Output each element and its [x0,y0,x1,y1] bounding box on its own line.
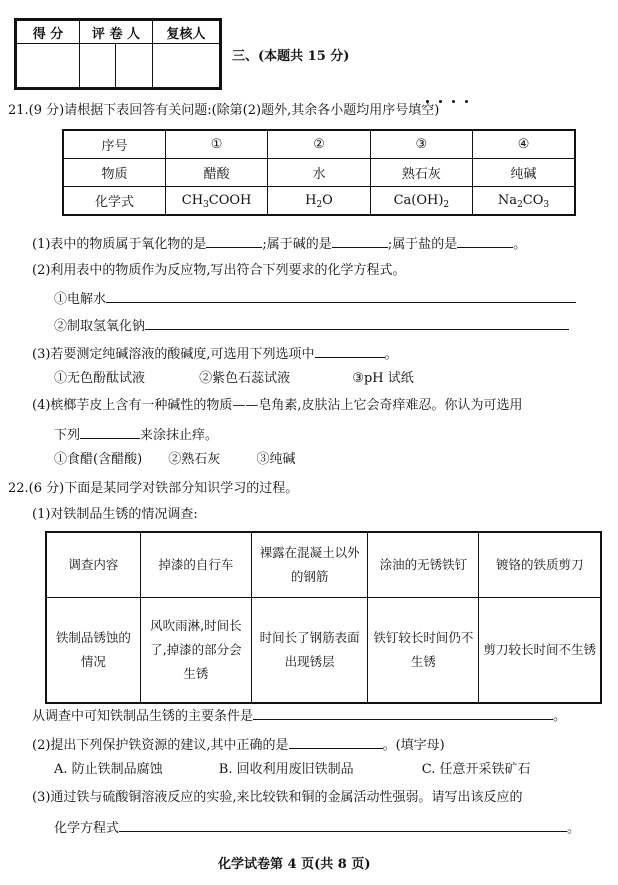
score-table [16,20,220,88]
survey-bicycle: 掉漆的自行车 [140,532,251,598]
q21-part2-2: ②制取氢氧化钠 [54,316,569,335]
formula-3: $Ca(OH)_2$ [370,187,472,216]
q21-part1: (1)表中的物质属于氧化物的是 ;属于碱的是 ;属于盐的是 。 [32,234,526,253]
q21-part4-line2: 下列 来涂抹止痒。 [54,425,218,444]
row-label-substance: 物质 [63,159,165,187]
q21-part2: (2)利用表中的物质作为反应物,写出符合下列要求的化学方程式。 [32,263,406,278]
answer-blank-equation[interactable] [119,818,567,832]
answer-blank-oxide[interactable] [206,234,262,248]
page-footer: 化学试卷第 4 页(共 8 页) [218,857,371,872]
q22-part2: (2)提出下列保护铁资源的建议,其中正确的是 。(填字母) [32,735,445,754]
table-row [63,159,575,187]
emphasis-dot [426,100,429,103]
option-b: B. 回收利用废旧铁制品 [218,762,354,777]
substance-table [62,129,576,216]
number-4: ④ [473,130,575,159]
table-row [46,598,601,704]
grader-header: 评 卷 人 [79,21,152,44]
score-cell[interactable] [17,44,80,88]
rust-survey-table [45,531,602,704]
section-title: 三、(本题共 15 分) [232,49,350,64]
q22-part3: (3)通过铁与硫酸铜溶液反应的实验,来比较铁和铜的金属活动性强弱。请写出该反应的 [32,790,523,805]
survey-header: 调查内容 [46,532,140,598]
reviewer-cell[interactable] [153,44,220,88]
answer-blank-ph[interactable] [315,344,385,358]
q22-part3-line2: 化学方程式 。 [54,818,580,837]
option-a: A. 防止铁制品腐蚀 [54,762,163,777]
option-phenolphthalein: ①无色酚酞试液 [54,371,146,386]
emphasis-dot [439,100,442,103]
q21-intro [8,103,439,119]
table-row [63,130,575,159]
survey-nail: 涂油的无锈铁钉 [368,532,479,598]
answer-blank-itch[interactable] [80,425,140,439]
q22-part1: (1)对铁制品生锈的情况调查: [32,507,198,522]
table-row [63,187,575,216]
number-2: ② [268,130,370,159]
answer-blank-salt[interactable] [457,234,513,248]
row-label-number: 序号 [63,130,165,159]
emphasis-dot [465,100,468,103]
q22-intro: 22.(6 分)下面是某同学对铁部分知识学习的过程。 [8,481,299,496]
result-bicycle: 风吹雨淋,时间长了,掉漆的部分会生锈 [140,598,251,704]
option-c: C. 任意开采铁矿石 [421,762,531,777]
answer-blank-base[interactable] [332,234,388,248]
option-vinegar: ①食醋(含醋酸) [54,452,143,467]
q21-part4-options [54,452,295,468]
table-row [46,532,601,598]
q22-part2-options [54,762,531,778]
substance-1: 醋酸 [165,159,267,187]
answer-blank-rust-condition[interactable] [253,706,553,720]
result-header: 铁制品锈蚀的情况 [46,598,140,704]
survey-rebar: 裸露在混凝土以外的钢筋 [251,532,368,598]
substance-4: 纯碱 [473,159,575,187]
option-litmus: ②紫色石蕊试液 [199,371,291,386]
number-1: ① [165,130,267,159]
option-slaked-lime: ②熟石灰 [168,452,221,467]
reviewer-header: 复核人 [153,21,220,44]
answer-blank-electrolysis[interactable] [106,289,576,303]
emphasis-dot [452,100,455,103]
result-rebar: 时间长了钢筋表面出现锈层 [251,598,368,704]
q22-conclusion: 从调查中可知铁制品生锈的主要条件是 。 [32,706,566,725]
answer-blank-protection[interactable] [289,735,383,749]
formula-1: $CH_3COOH$ [165,187,267,216]
q21-part3: (3)若要测定纯碱溶液的酸碱度,可选用下列选项中 。 [32,344,398,363]
formula-4: $Na_2CO_3$ [473,187,575,216]
q21-part3-options [54,371,414,387]
number-3: ③ [370,130,472,159]
q21-part2-1: ①电解水 [54,289,576,308]
result-nail: 铁钉较长时间仍不生锈 [368,598,479,704]
answer-blank-naoh[interactable] [145,316,569,330]
formula-2: $H_2O$ [268,187,370,216]
survey-scissors: 镀铬的铁质剪刀 [479,532,601,598]
score-header: 得 分 [17,21,80,44]
result-scissors: 剪刀较长时间不生锈 [479,598,601,704]
row-label-formula: 化学式 [63,187,165,216]
score-box [14,18,222,90]
q21-intro-text: 21.(9 分)请根据下表回答有关问题:(除第(2)题外,其余各小题均用序号填空) [8,103,440,118]
substance-2: 水 [268,159,370,187]
option-ph-paper: ③pH 试纸 [352,371,414,386]
grader-cell[interactable] [79,44,152,88]
option-soda: ③纯碱 [256,452,296,467]
substance-3: 熟石灰 [370,159,472,187]
q21-part4: (4)槟榔芋皮上含有一种碱性的物质——皂角素,皮肤沾上它会奇痒难忍。你认为可选用 [32,398,523,413]
